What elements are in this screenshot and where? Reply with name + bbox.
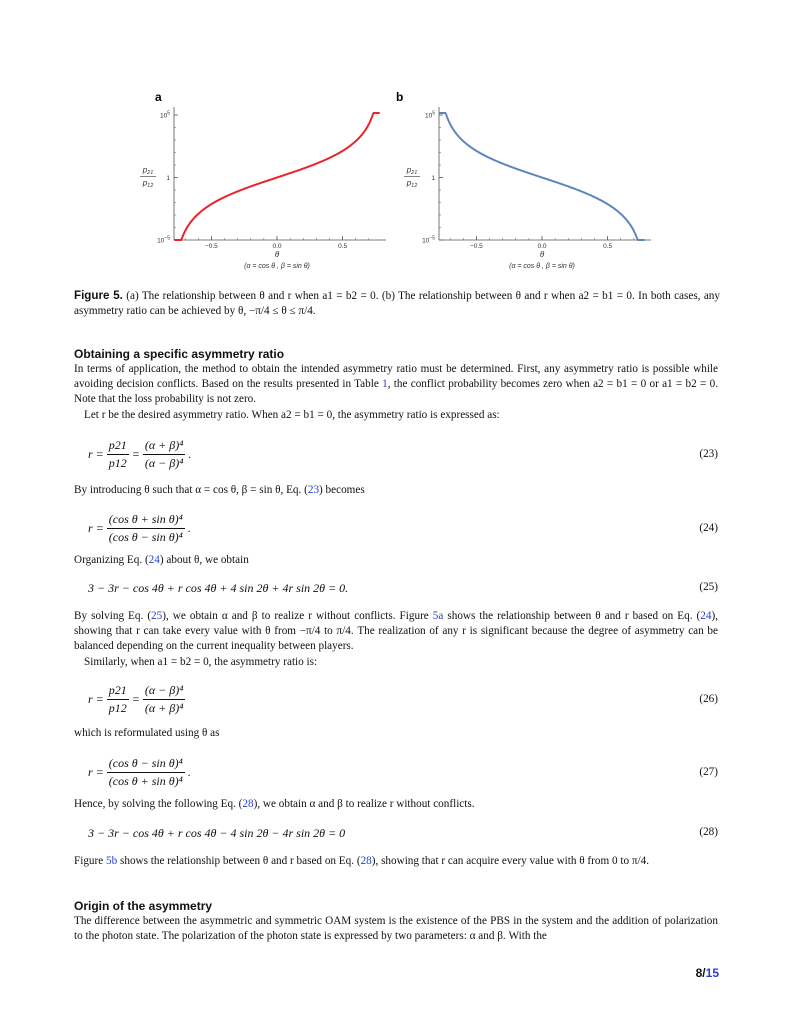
y-tick-exponent: −5 bbox=[164, 235, 170, 242]
figure-5 bbox=[0, 0, 791, 280]
eq-28-link[interactable]: 28 bbox=[360, 855, 372, 867]
x-axis-sublabel: (α = cos θ , β = sin θ) bbox=[509, 263, 575, 270]
caption-text: (a) The relationship between θ and r when a1 = b2 = 0. (b) The relationship between θ and r when a2 = b1 = 0. In both cases, any asymmetry ratio can be achieved by θ, −π/4 ≤ θ ≤ π/4. bbox=[74, 290, 720, 318]
eq-tail: . bbox=[187, 520, 191, 535]
y-tick-label: $10^5$ bbox=[159, 110, 170, 120]
denominator: (α − β)⁴ bbox=[144, 455, 184, 470]
page-number bbox=[696, 966, 719, 980]
paragraph-organizing bbox=[74, 553, 718, 568]
paragraph-text: Similarly, when a1 = b2 = 0, the asymmetry ratio is: bbox=[84, 655, 318, 668]
paragraph-reformulated bbox=[74, 726, 718, 741]
series-curve bbox=[174, 113, 379, 240]
plot-panel-a bbox=[140, 107, 386, 270]
y-tick-exponent: 5 bbox=[167, 110, 170, 117]
numerator: (α + β)⁴ bbox=[143, 438, 186, 455]
y-tick-exponent: 5 bbox=[432, 110, 435, 117]
eq-fraction bbox=[107, 683, 129, 716]
paragraph-text: ), showing that r can acquire every value with θ from 0 to π/4. bbox=[371, 855, 650, 867]
numerator: (cos θ + sin θ)⁴ bbox=[107, 512, 185, 529]
paragraph-solving bbox=[74, 609, 718, 670]
equation-number: (28) bbox=[699, 826, 718, 838]
eq-fraction bbox=[107, 512, 185, 545]
paragraph-text: By solving Eq. ( bbox=[74, 610, 152, 622]
denominator: p12 bbox=[108, 700, 127, 715]
figure-5b-link[interactable]: 5b bbox=[106, 855, 118, 867]
paragraph-text: Organizing Eq. ( bbox=[74, 554, 149, 566]
x-tick-label: 0.0 bbox=[537, 243, 547, 250]
paragraph-figure-5b bbox=[74, 854, 718, 869]
eq-lhs: r = bbox=[88, 764, 104, 779]
denominator: (α + β)⁴ bbox=[144, 700, 184, 715]
plot-panel-b bbox=[404, 107, 651, 270]
x-axis-sublabel: (α = cos θ , β = sin θ) bbox=[244, 263, 310, 270]
panel-a-label: a bbox=[155, 90, 162, 104]
y-tick-exponent: −5 bbox=[429, 235, 435, 242]
paragraph-text: ), we obtain α and β to realize r without conflicts. Figure bbox=[162, 610, 433, 622]
equation-text: 3 − 3r − cos 4θ + r cos 4θ − 4 sin 2θ − 4r sin 2θ = 0 bbox=[88, 826, 346, 840]
denominator: (cos θ − sin θ)⁴ bbox=[108, 529, 183, 544]
equation-28 bbox=[88, 826, 718, 841]
numerator: (α − β)⁴ bbox=[143, 683, 186, 700]
equation-25 bbox=[88, 581, 718, 596]
paragraph-text: The difference between the asymmetric and symmetric OAM system is the existence of the PBS in the system and the addition of polarization to the photon state. The polarization of the photon state is expressed by two parameters: α and β. With the bbox=[74, 915, 718, 943]
y-tick-label: $10^5$ bbox=[424, 110, 435, 120]
y-axis-label-denominator: p12 bbox=[406, 178, 418, 189]
panel-b-label: b bbox=[396, 90, 404, 104]
paragraph-text: Let r be the desired asymmetry ratio. When a2 = b1 = 0, the asymmetry ratio is expressed as: bbox=[84, 408, 500, 421]
numerator: p21 bbox=[107, 683, 129, 700]
subscript: 12 bbox=[147, 183, 154, 189]
equation-24 bbox=[88, 506, 718, 550]
paragraph-theta bbox=[74, 483, 718, 498]
y-tick-label: $10^{-5}$ bbox=[422, 235, 435, 245]
paragraph-text: shows the relationship between θ and r based on Eq. ( bbox=[117, 855, 361, 867]
eq-equals: = bbox=[131, 446, 140, 461]
equation-26 bbox=[88, 677, 718, 721]
page-total-link[interactable]: 15 bbox=[705, 966, 719, 980]
paragraph-text: shows the relationship between θ and r based on Eq. ( bbox=[443, 610, 701, 622]
equation-text: 3 − 3r − cos 4θ + r cos 4θ + 4 sin 2θ + 4r sin 2θ = 0. bbox=[88, 581, 349, 595]
subscript: 12 bbox=[411, 183, 418, 189]
eq-25-link[interactable]: 25 bbox=[151, 610, 163, 622]
equation-number: (27) bbox=[699, 766, 718, 778]
paragraph-intro bbox=[74, 362, 718, 423]
x-tick-label: 0.5 bbox=[603, 243, 613, 250]
x-tick-label: −0.5 bbox=[469, 243, 483, 250]
table-1-link[interactable]: 1 bbox=[382, 378, 388, 391]
x-axis-label: θ bbox=[274, 250, 280, 259]
eq-24-link[interactable]: 24 bbox=[148, 554, 160, 566]
section-heading-asymmetry-ratio: Obtaining a specific asymmetry ratio bbox=[74, 347, 285, 361]
paragraph-hence bbox=[74, 797, 718, 812]
paragraph-text: In terms of application, the method to obtain the intended asymmetry ratio must be determined. First, any asymmetry ratio is possible while avoiding decision conflicts. Based on the results presented in Table bbox=[74, 363, 718, 391]
numerator: (cos θ − sin θ)⁴ bbox=[107, 756, 185, 773]
eq-lhs: r = bbox=[88, 691, 104, 706]
eq-tail: . bbox=[187, 764, 191, 779]
eq-lhs: r = bbox=[88, 520, 104, 535]
paragraph-text: Figure bbox=[74, 855, 107, 867]
eq-tail: . bbox=[188, 446, 192, 461]
equation-number: (26) bbox=[699, 693, 718, 705]
eq-fraction bbox=[107, 438, 129, 471]
series-curve bbox=[439, 113, 644, 240]
equation-23 bbox=[88, 432, 718, 476]
figure-caption bbox=[74, 288, 720, 320]
subscript: 21 bbox=[147, 170, 154, 176]
equation-27 bbox=[88, 750, 718, 794]
equation-number: (23) bbox=[699, 448, 718, 460]
y-tick-label: $10^{-5}$ bbox=[157, 235, 170, 245]
y-tick-label: 1 bbox=[166, 175, 170, 182]
x-axis-label: θ bbox=[539, 250, 545, 259]
paragraph-text: ) becomes bbox=[319, 484, 365, 496]
x-tick-label: −0.5 bbox=[204, 243, 218, 250]
paragraph-text: ), showing that r can take every value with θ from −π/4 to π/4. The realization of any r is significant because the degree of asymmetry can be balanced depending on the current inequality between players. bbox=[74, 610, 718, 653]
equation-number: (25) bbox=[699, 581, 718, 593]
eq-lhs: r = bbox=[88, 446, 104, 461]
section-heading-origin: Origin of the asymmetry bbox=[74, 899, 213, 913]
x-tick-label: 0.0 bbox=[272, 243, 282, 250]
denominator: p12 bbox=[108, 455, 127, 470]
y-axis-label-denominator: p12 bbox=[142, 178, 154, 189]
eq-fraction bbox=[107, 756, 185, 789]
paragraph-text: By introducing θ such that α = cos θ, β = sin θ, Eq. ( bbox=[74, 484, 308, 496]
x-tick-label: 0.5 bbox=[338, 243, 348, 250]
y-tick-label: 1 bbox=[431, 175, 435, 182]
paragraph-text: ), we obtain α and β to realize r without conflicts. bbox=[253, 798, 475, 810]
paragraph-text: which is reformulated using θ as bbox=[74, 727, 220, 739]
paragraph-text: , the conflict probability becomes zero when a2 = b1 = 0 or a1 = b2 = 0. Note that the loss probability is not zero. bbox=[74, 378, 718, 406]
paragraph-text: ) about θ, we obtain bbox=[159, 554, 249, 566]
paragraph-text: Hence, by solving the following Eq. ( bbox=[74, 798, 243, 810]
caption-label: Figure 5. bbox=[74, 289, 123, 302]
y-axis-label-numerator: p21 bbox=[142, 165, 154, 176]
y-axis-label-numerator: p21 bbox=[406, 165, 418, 176]
paragraph-origin bbox=[74, 914, 718, 944]
eq-fraction bbox=[143, 683, 186, 716]
eq-fraction bbox=[143, 438, 186, 471]
figure-5a-link[interactable]: 5a bbox=[432, 610, 444, 622]
subscript: 21 bbox=[411, 170, 418, 176]
equation-number: (24) bbox=[699, 522, 718, 534]
eq-23-link[interactable]: 23 bbox=[307, 484, 320, 496]
eq-equals: = bbox=[131, 691, 140, 706]
numerator: p21 bbox=[107, 438, 129, 455]
denominator: (cos θ + sin θ)⁴ bbox=[108, 773, 183, 788]
eq-24-link[interactable]: 24 bbox=[700, 610, 712, 622]
eq-28-link[interactable]: 28 bbox=[242, 798, 254, 810]
page-current: 8/ bbox=[695, 966, 706, 980]
